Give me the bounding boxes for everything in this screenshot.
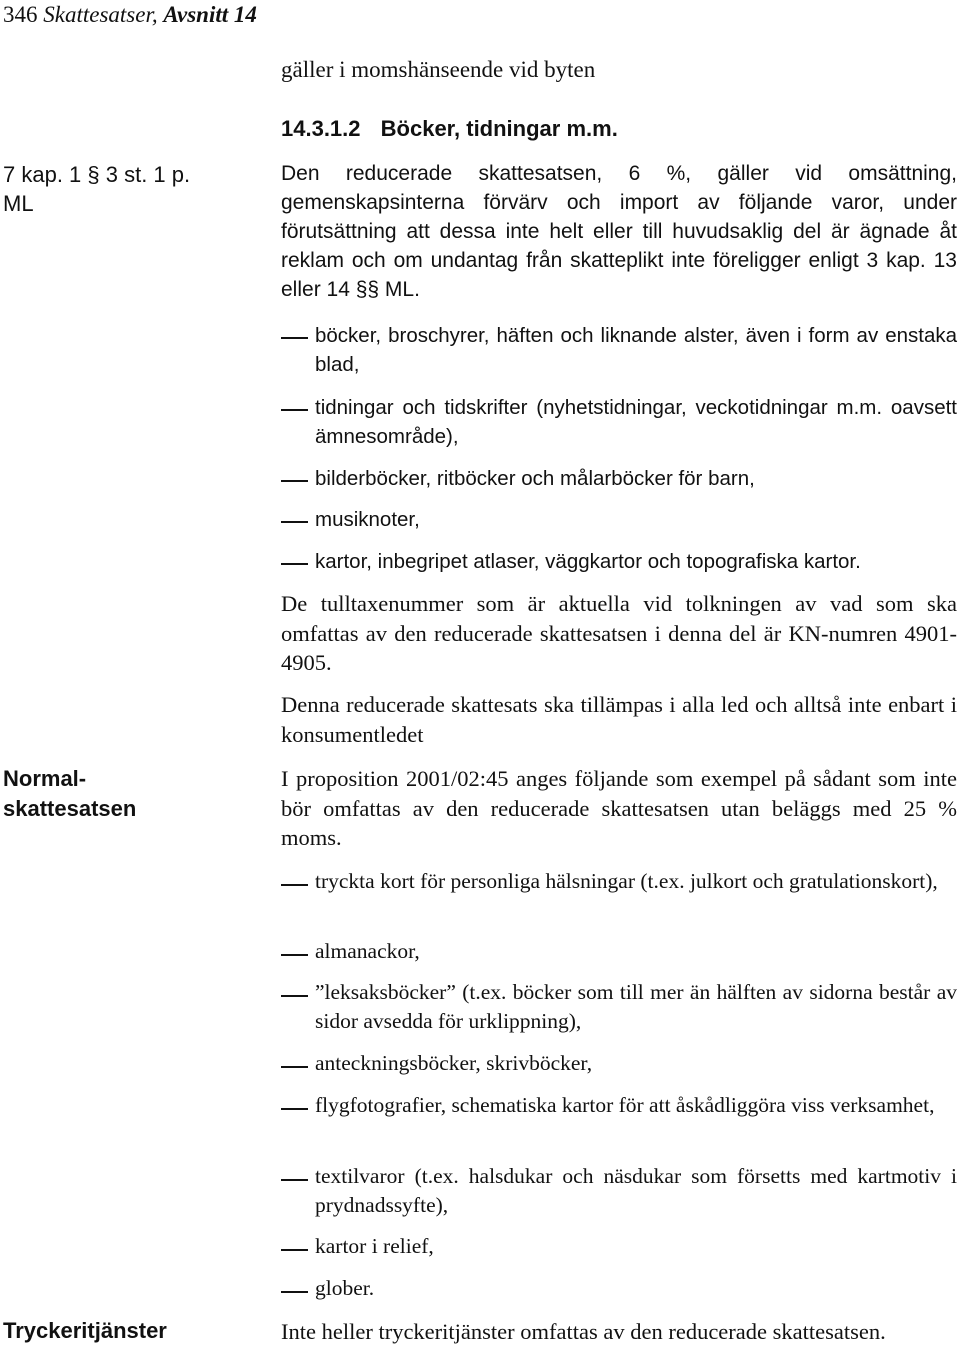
margin-normal-line1: Normal- bbox=[3, 766, 87, 791]
list-dash bbox=[281, 995, 308, 997]
list-item: flygfotografier, schematiska kartor för att åskådliggöra viss verksamhet, bbox=[315, 1093, 935, 1117]
list-item: tryckta kort för personliga hälsningar (t.ex. julkort och gratulationskort), bbox=[315, 869, 938, 893]
list-item: kartor, inbegripet atlaser, väggkartor och topografiska kartor. bbox=[315, 550, 861, 573]
list-dash bbox=[281, 1249, 308, 1251]
list-item: kartor i relief, bbox=[315, 1234, 434, 1258]
header-section: Avsnitt 14 bbox=[163, 2, 257, 27]
page-number: 346 bbox=[3, 2, 38, 27]
list-item: anteckningsböcker, skrivböcker, bbox=[315, 1051, 593, 1075]
list-item: glober. bbox=[315, 1276, 375, 1300]
list-item: böcker, broschyrer, häften och liknande alster, även i form av enstaka blad, bbox=[315, 324, 957, 376]
list-dash bbox=[281, 1108, 308, 1110]
list-item: bilderböcker, ritböcker och målarböcker för barn, bbox=[315, 467, 755, 490]
list-dash bbox=[281, 409, 308, 411]
list-item: musiknoter, bbox=[315, 508, 420, 531]
list-dash bbox=[281, 337, 308, 339]
paragraph-proposition: I proposition 2001/02:45 anges följande som exempel på sådant som inte bör omfattas av den reducerade skattesatsen utan beläggs med 25 % moms. bbox=[281, 766, 957, 850]
margin-ref-line2: ML bbox=[3, 191, 34, 216]
margin-ref-line1: 7 kap. 1 § 3 st. 1 p. bbox=[3, 162, 191, 187]
list-dash bbox=[281, 954, 308, 956]
paragraph-reduced-rate: Den reducerade skattesatsen, 6 %, gäller vid omsättning, gemenskapsinterna förvärv och import av följande varor, under förutsättning att dessa inte helt eller till huvudsaklig del är ägnade åt reklam och om undantag från skatteplikt inte föreligger enligt 3 kap. 13 eller 14 §§ ML. bbox=[281, 162, 957, 301]
list-item: ”leksaksböcker” (t.ex. böcker som till mer än hälften av sidorna består av sidor avsedda för urklippning), bbox=[315, 980, 957, 1033]
list-dash bbox=[281, 1179, 308, 1181]
list-item: textilvaror (t.ex. halsdukar och näsdukar som försetts med kartmotiv i prydnadssyfte), bbox=[315, 1164, 957, 1217]
intro-line: gäller i momshänseende vid byten bbox=[281, 57, 596, 82]
margin-law-reference bbox=[3, 160, 223, 218]
list-dash bbox=[281, 1291, 308, 1293]
margin-normal-rate bbox=[3, 764, 136, 824]
list-item: tidningar och tidskrifter (nyhetstidningar, veckotidningar m.m. oavsett ämnesområde), bbox=[315, 396, 957, 448]
paragraph-tariff-numbers: De tulltaxenummer som är aktuella vid tolkningen av vad som ska omfattas av den reducerade skattesatsen i denna del är KN-numren 4901-4905. bbox=[281, 591, 957, 675]
margin-normal-line2: skattesatsen bbox=[3, 796, 137, 821]
section-number: 14.3.1.2 bbox=[281, 116, 361, 141]
paragraph-all-stages: Denna reducerade skattesats ska tillämpas i alla led och alltså inte enbart i konsumentledet bbox=[281, 692, 957, 747]
list-dash bbox=[281, 480, 308, 482]
page-header bbox=[3, 2, 257, 28]
list-dash bbox=[281, 563, 308, 565]
list-dash bbox=[281, 521, 308, 523]
margin-printing-services: Tryckeritjänster bbox=[3, 1318, 167, 1343]
section-title: Böcker, tidningar m.m. bbox=[380, 116, 618, 141]
section-heading bbox=[281, 116, 618, 142]
list-item: almanackor, bbox=[315, 939, 420, 963]
list-dash bbox=[281, 1066, 308, 1068]
paragraph-printing-services: Inte heller tryckeritjänster omfattas av den reducerade skattesatsen. bbox=[281, 1319, 886, 1344]
header-title: Skattesatser, bbox=[43, 2, 158, 27]
list-dash bbox=[281, 884, 308, 886]
